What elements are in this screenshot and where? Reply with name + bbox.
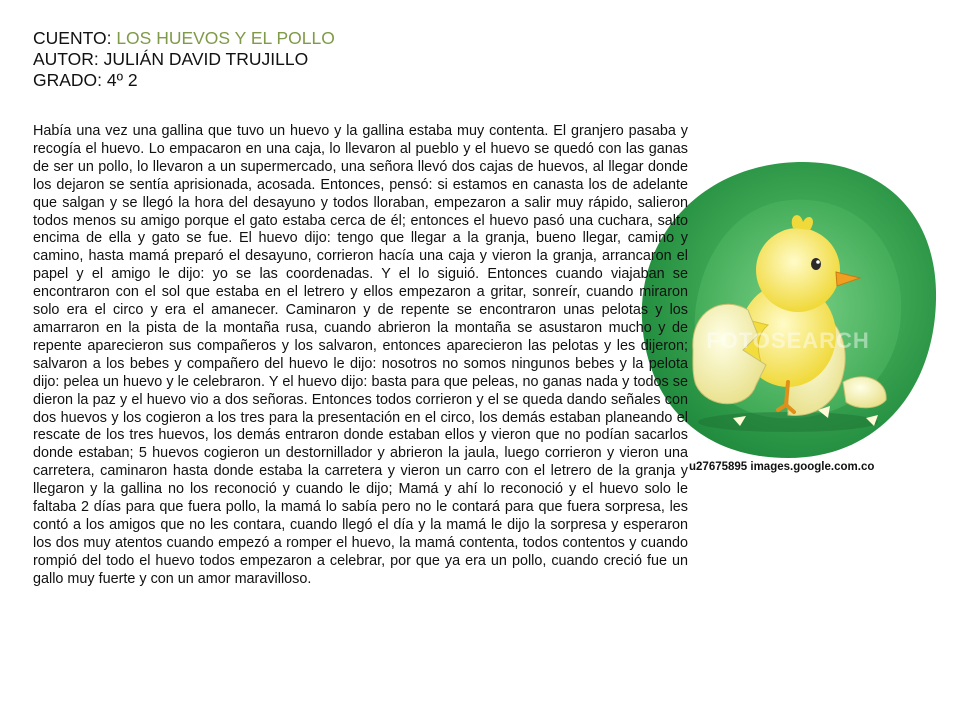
author-line: AUTOR: JULIÁN DAVID TRUJILLO — [33, 49, 309, 69]
grade-line: GRADO: 4º 2 — [33, 70, 138, 90]
chick-eye — [811, 258, 821, 270]
image-caption: u27675895 images.google.com.co — [689, 461, 875, 473]
watermark-text: FOTOSEARCH — [706, 328, 870, 353]
document-header — [33, 28, 335, 91]
cuento-label: CUENTO: — [33, 28, 112, 48]
story-title-line — [33, 28, 335, 49]
chick-head — [756, 228, 840, 312]
story-title: LOS HUEVOS Y EL POLLO — [116, 28, 335, 48]
story-body: Había una vez una gallina que tuvo un huevo y la gallina estaba muy contenta. El granjero pasaba y recogía el huevo. Lo empacaron en una caja, lo llevaron al pueblo y el huevo se quedó con las ganas de ser un pollo, lo llevaron a un supermercado, una señora llevó dos cajas de huevos, al llegar donde los dejaron se sentía aprisionada, acosada. Entonces, pensó: si estamos en canasta los de adelante que salgan y se llegó la hora del desayuno y todos lloraban, empezaron a salir muy rápido, salieron todos menos su amigo porque el gato estaba cerca de él; entonces el huevo pasó una cuchara, salto encima de ella y gato se fue. El huevo dijo: tengo que llegar a la granja, bueno llegar, camino y camino, hasta mamá preparó el desayuno, corrieron hacía una caja y vieron la granja, arrancaron el papel y el amigo le dijo: yo se las coordenadas. Y el lo siguió. Entonces cuando viajaban se encontraron con el sol que estaba en el letrero y ellos empezaron a gritar, sonreír, cuando miraron solo era el circo y era el amanecer. Caminaron y de repente se encontraron unas pelotas y los amarraron en la pista de la montaña rusa, cuando abrieron la montaña se asustaron mucho y de repente aparecieron sus compañeros y los salvaron, entonces aparecieron las pelotas y les dijeron; salvaron a los bebes y compañero del huevo le dijo: nosotros no somos ningunos bebes y la pelota dijo: pelea un huevo y le celebraron. Y el huevo dijo: basta para que peleas, no ganas nada y todos se dieron la paz y el huevo vio a dos señoras. Entonces todos corrieron y el se queda dando señales con dos huevos y los cogieron a los tres para la presentación en el circo, los demás estaban planeando el rescate de los tres huevos, los demás entraron donde estaban ellos y vieron que no podían sacarlos donde estaban; 5 huevos cogieron un destornillador y abrieron la jaula, luego corrieron y vieron una carretera, caminaron hasta donde estaba la carretera y vieron un carro con el letrero de la granja y llegaron y la gallina no los reconoció y cuando le dijo; Mamá y ahí lo reconoció y el huevo solo le faltaba 2 días para que fuera pollo, la mamá lo sabía pero no le contará para que fuera sorpresa, les contó a los amigos que no les contara, cuando llegó el día y la mamá le dijo la sorpresa y esperaron los dos muy atentos cuando empezó a romper el huevo, la mamá contenta, todos contentos y cuando rompió del todo el huevo todos empezaron a celebrar, por que ya era un pollo, cuando creció fue un gallo muy fuerte y con un amor maravilloso. — [33, 123, 688, 587]
